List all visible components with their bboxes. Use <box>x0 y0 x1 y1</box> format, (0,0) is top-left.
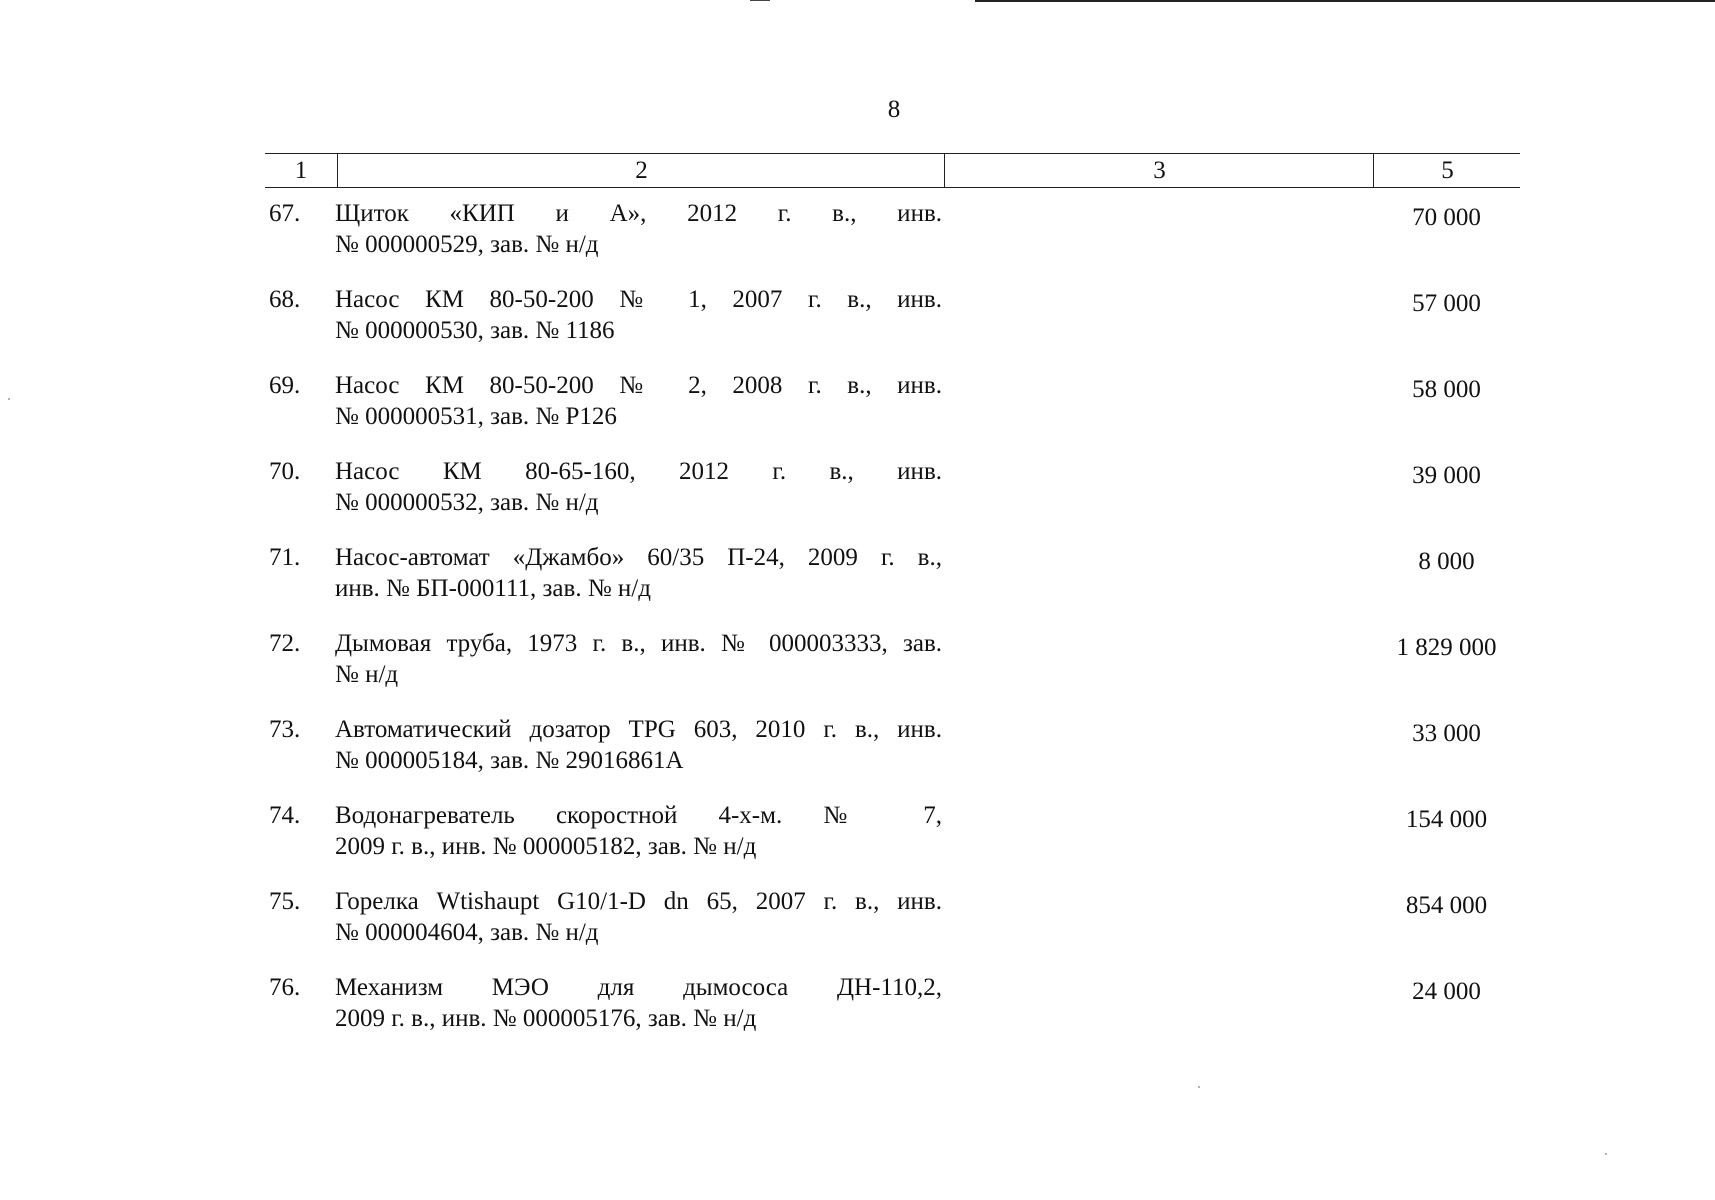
table-header-row <box>265 153 1520 188</box>
description-line-1: Механизм МЭО для дымососа ДН-110,2, <box>335 974 942 1001</box>
row-number: 71. <box>269 544 301 571</box>
inventory-table <box>265 153 1520 1032</box>
row-number: 70. <box>269 458 301 485</box>
description-line-1: Насос-автомат «Джамбо» 60/35 П-24, 2009 г. в., <box>335 544 942 571</box>
row-description <box>335 886 942 948</box>
row-number: 76. <box>269 974 301 1001</box>
row-description <box>335 628 942 690</box>
description-line-1: Водонагреватель скоростной 4-х-м. № 7, <box>335 802 942 829</box>
header-col-1: 1 <box>294 157 308 184</box>
row-value: 854 000 <box>1405 892 1488 919</box>
row-description <box>335 370 942 432</box>
table-row <box>265 800 1520 880</box>
description-line-2: № 000005184, зав. № 29016861А <box>335 747 684 774</box>
scan-speck <box>8 398 10 400</box>
row-number: 68. <box>269 286 301 313</box>
description-line-1: Насос КМ 80-50-200 № 2, 2008 г. в., инв. <box>335 372 942 399</box>
row-number: 73. <box>269 716 301 743</box>
row-value: 8 000 <box>1418 548 1475 575</box>
table-row <box>265 628 1520 708</box>
table-row <box>265 456 1520 536</box>
row-value: 58 000 <box>1412 376 1481 403</box>
row-number: 75. <box>269 888 301 915</box>
header-col-3: 3 <box>944 154 1374 187</box>
description-line-2: № 000004604, зав. № н/д <box>335 919 599 946</box>
description-line-2: № 000000531, зав. № Р126 <box>335 403 617 430</box>
description-line-1: Дымовая труба, 1973 г. в., инв. № 000003333, зав. <box>335 630 942 657</box>
table-row <box>265 198 1520 278</box>
row-value: 154 000 <box>1405 806 1488 833</box>
row-description <box>335 542 942 604</box>
row-value: 1 829 000 <box>1396 634 1497 661</box>
row-number: 67. <box>269 200 301 227</box>
table-row <box>265 370 1520 450</box>
description-line-1: Щиток «КИП и А», 2012 г. в., инв. <box>335 200 942 227</box>
description-line-2: № 000000529, зав. № н/д <box>335 231 599 258</box>
row-number: 69. <box>269 372 301 399</box>
row-description <box>335 972 942 1034</box>
description-line-1: Насос КМ 80-65-160, 2012 г. в., инв. <box>335 458 942 485</box>
row-value: 24 000 <box>1412 978 1481 1005</box>
scan-speck <box>1198 1086 1200 1088</box>
row-value: 33 000 <box>1412 720 1481 747</box>
page-number: 8 <box>887 96 901 123</box>
description-line-1: Насос КМ 80-50-200 № 1, 2007 г. в., инв. <box>335 286 942 313</box>
scan-edge-line <box>975 0 1715 2</box>
row-description <box>335 714 942 776</box>
row-description <box>335 456 942 518</box>
row-description <box>335 284 942 346</box>
row-description <box>335 800 942 862</box>
row-value: 70 000 <box>1412 204 1481 231</box>
table-row <box>265 714 1520 794</box>
header-col-5: 5 <box>1373 154 1521 187</box>
description-line-2: № 000000532, зав. № н/д <box>335 489 599 516</box>
header-col-2: 2 <box>337 154 945 187</box>
row-number: 74. <box>269 802 301 829</box>
row-value: 57 000 <box>1412 290 1481 317</box>
row-number: 72. <box>269 630 301 657</box>
description-line-2: № н/д <box>335 661 399 688</box>
description-line-2: инв. № БП-000111, зав. № н/д <box>335 575 651 602</box>
table-row <box>265 972 1520 1052</box>
description-line-2: 2009 г. в., инв. № 000005176, зав. № н/д <box>335 1005 757 1032</box>
table-row <box>265 886 1520 966</box>
table-row <box>265 284 1520 364</box>
description-line-2: 2009 г. в., инв. № 000005182, зав. № н/д <box>335 833 757 860</box>
description-line-1: Горелка Wtishaupt G10/1-D dn 65, 2007 г. в., инв. <box>335 888 942 915</box>
scan-speck <box>1605 1153 1607 1155</box>
scan-mark <box>750 0 770 1</box>
row-description <box>335 198 942 260</box>
row-value: 39 000 <box>1412 462 1481 489</box>
table-row <box>265 542 1520 622</box>
description-line-1: Автоматический дозатор TPG 603, 2010 г. в., инв. <box>335 716 942 743</box>
description-line-2: № 000000530, зав. № 1186 <box>335 317 615 344</box>
